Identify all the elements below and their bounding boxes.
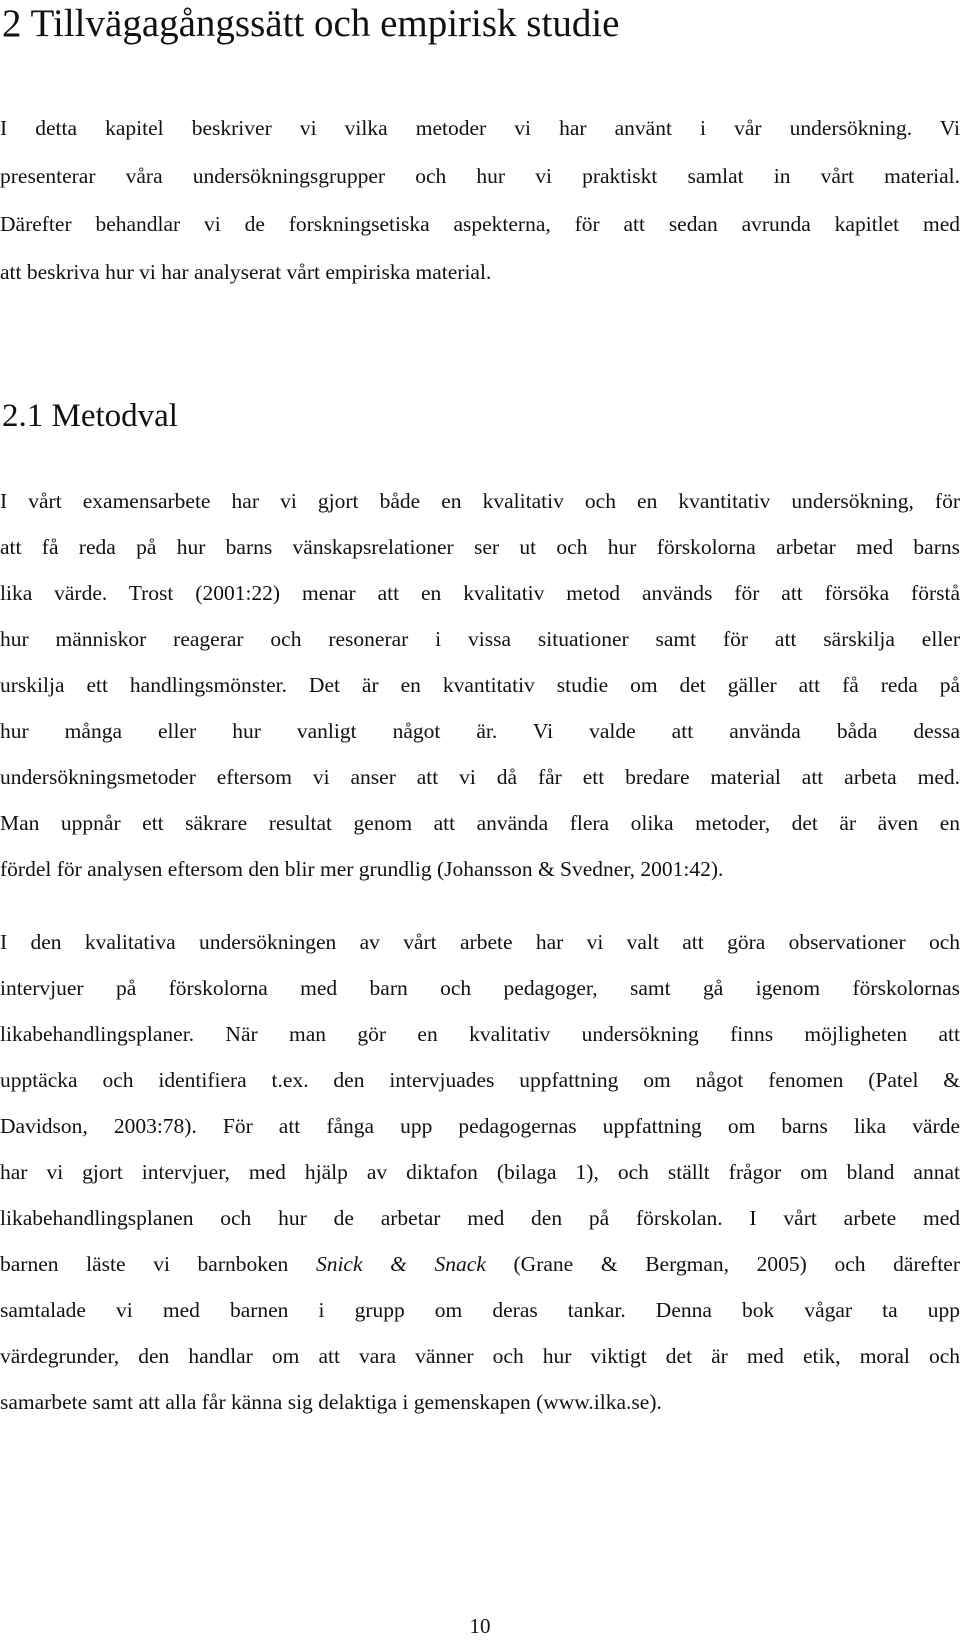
paragraph-line: värdegrunder, den handlar om att vara vänner och hur viktigt det är med etik, moral och — [0, 1344, 960, 1368]
paragraph-line: Davidson, 2003:78). För att fånga upp pedagogernas uppfattning om barns lika värde — [0, 1114, 960, 1138]
intro-paragraph — [0, 104, 960, 296]
paragraph-line: likabehandlingsplanen och hur de arbetar med den på förskolan. I vårt arbete med — [0, 1206, 960, 1230]
page-number: 10 — [469, 1614, 491, 1638]
section-title: 2.1 Metodval — [2, 398, 178, 434]
intro-line: presenterar våra undersökningsgrupper och hur vi praktiskt samlat in vårt material. — [0, 164, 960, 188]
method-paragraph-2 — [0, 919, 960, 1425]
paragraph-line: samtalade vi med barnen i grupp om deras tankar. Denna bok vågar ta upp — [0, 1298, 960, 1322]
paragraph-line: fördel för analysen eftersom den blir mer grundlig (Johansson & Svedner, 2001:42). — [0, 857, 724, 881]
paragraph-line: I vårt examensarbete har vi gjort både en kvalitativ och en kvantitativ undersökning, för — [0, 489, 960, 513]
paragraph-line: intervjuer på förskolorna med barn och pedagoger, samt gå igenom förskolornas — [0, 976, 960, 1000]
intro-line: att beskriva hur vi har analyserat vårt empiriska material. — [0, 260, 492, 284]
paragraph-line: upptäcka och identifiera t.ex. den intervjuades uppfattning om något fenomen (Patel & — [0, 1068, 960, 1092]
paragraph-line: samarbete samt att alla får känna sig delaktiga i gemenskapen (www.ilka.se). — [0, 1390, 662, 1414]
chapter-title: 2 Tillvägagångssätt och empirisk studie — [2, 2, 620, 45]
intro-line: Därefter behandlar vi de forskningsetiska aspekterna, för att sedan avrunda kapitlet med — [0, 212, 960, 236]
paragraph-line: att få reda på hur barns vänskapsrelationer ser ut och hur förskolorna arbetar med barns — [0, 535, 960, 559]
paragraph-line: urskilja ett handlingsmönster. Det är en kvantitativ studie om det gäller att få reda på — [0, 673, 960, 697]
method-paragraph-1 — [0, 478, 960, 892]
paragraph-line: likabehandlingsplaner. När man gör en kvalitativ undersökning finns möjligheten att — [0, 1022, 960, 1046]
paragraph-line: undersökningsmetoder eftersom vi anser att vi då får ett bredare material att arbeta med. — [0, 765, 960, 789]
line-text: barnen läste vi barnboken — [0, 1252, 316, 1276]
paragraph-line: har vi gjort intervjuer, med hjälp av diktafon (bilaga 1), och ställt frågor om bland annat — [0, 1160, 960, 1184]
intro-line: I detta kapitel beskriver vi vilka metoder vi har använt i vår undersökning. Vi — [0, 116, 960, 140]
paragraph-line: lika värde. Trost (2001:22) menar att en kvalitativ metod används för att försöka förstå — [0, 581, 960, 605]
book-title: Snick & Snack — [315, 1252, 486, 1276]
line-text: (Grane & Bergman, 2005) och därefter — [485, 1252, 960, 1276]
paragraph-line: hur människor reagerar och resonerar i vissa situationer samt för att särskilja eller — [0, 627, 960, 651]
paragraph-line: hur många eller hur vanligt något är. Vi valde att använda båda dessa — [0, 719, 960, 743]
paragraph-line: I den kvalitativa undersökningen av vårt arbete har vi valt att göra observationer och — [0, 930, 960, 954]
paragraph-line-with-book-title — [0, 1241, 960, 1287]
paragraph-line: Man uppnår ett säkrare resultat genom att använda flera olika metoder, det är även en — [0, 811, 960, 835]
